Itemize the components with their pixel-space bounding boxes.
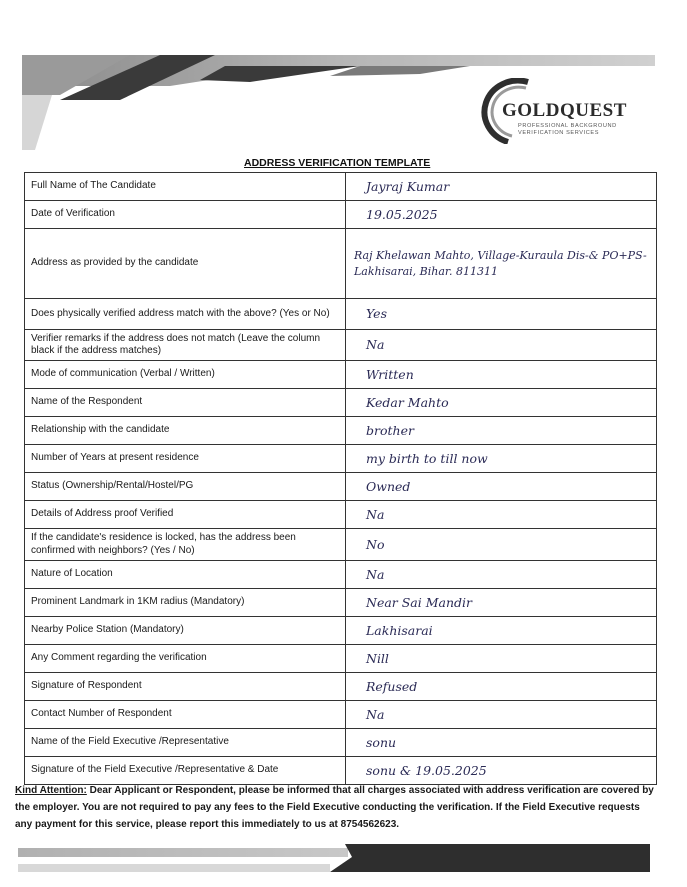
logo-subtitle-1: PROFESSIONAL BACKGROUND [518, 123, 617, 129]
table-row [25, 589, 657, 617]
handwritten-value: Raj Khelawan Mahto, Village-Kuraula Dis-& PO+PS-Lakhisarai, Bihar. 811311 [354, 248, 647, 278]
row-label: Nature of Location [25, 561, 346, 589]
row-label: Number of Years at present residence [25, 445, 346, 473]
row-label: Prominent Landmark in 1KM radius (Mandatory) [25, 589, 346, 617]
table-row [25, 701, 657, 729]
document-title: ADDRESS VERIFICATION TEMPLATE [244, 157, 431, 169]
handwritten-value: 19.05.2025 [366, 206, 438, 222]
table-row [25, 201, 657, 229]
row-value-cell [346, 589, 657, 617]
table-row [25, 473, 657, 501]
handwritten-value: Na [366, 506, 385, 522]
row-label: Does physically verified address match with the above? (Yes or No) [25, 299, 346, 330]
row-label: Status (Ownership/Rental/Hostel/PG [25, 473, 346, 501]
row-value-cell [346, 501, 657, 529]
row-label: Verifier remarks if the address does not match (Leave the column black if the address matches) [25, 330, 346, 361]
row-value-cell [346, 473, 657, 501]
handwritten-value: Near Sai Mandir [366, 594, 472, 610]
handwritten-value: Nill [366, 650, 389, 666]
handwritten-value: Kedar Mahto [366, 394, 449, 410]
row-value-cell [346, 417, 657, 445]
row-value-cell [346, 299, 657, 330]
row-value-cell [346, 229, 657, 299]
handwritten-value: Owned [366, 478, 411, 494]
handwritten-value: Lakhisarai [366, 622, 433, 638]
handwritten-value: Yes [366, 306, 387, 322]
handwritten-value: Refused [366, 678, 418, 694]
notice-heading: Kind Attention: [15, 785, 87, 796]
logo-title: GOLDQUEST [502, 100, 627, 121]
row-value-cell [346, 701, 657, 729]
table-row [25, 617, 657, 645]
row-value-cell [346, 673, 657, 701]
table-row [25, 361, 657, 389]
table-row [25, 501, 657, 529]
table-row [25, 173, 657, 201]
row-label: Any Comment regarding the verification [25, 645, 346, 673]
row-value-cell [346, 617, 657, 645]
handwritten-value: Jayraj Kumar [366, 178, 450, 194]
table-row [25, 330, 657, 361]
row-value-cell [346, 645, 657, 673]
table-row [25, 529, 657, 561]
table-row [25, 229, 657, 299]
handwritten-value: No [366, 536, 385, 552]
logo-subtitle-2: VERIFICATION SERVICES [518, 130, 600, 136]
row-label: Signature of the Field Executive /Representative & Date [25, 757, 346, 785]
row-value-cell [346, 173, 657, 201]
table-row [25, 561, 657, 589]
row-value-cell [346, 389, 657, 417]
row-label: Relationship with the candidate [25, 417, 346, 445]
table-row [25, 673, 657, 701]
row-label: Nearby Police Station (Mandatory) [25, 617, 346, 645]
row-label: Name of the Respondent [25, 389, 346, 417]
handwritten-value: Na [366, 337, 385, 353]
handwritten-value: Na [366, 566, 385, 582]
footer-bar [0, 842, 687, 887]
row-label: Contact Number of Respondent [25, 701, 346, 729]
row-label: Signature of Respondent [25, 673, 346, 701]
goldquest-logo [468, 78, 638, 144]
table-row [25, 389, 657, 417]
row-value-cell [346, 561, 657, 589]
kind-attention-notice [15, 782, 655, 833]
table-row [25, 299, 657, 330]
verification-table [24, 172, 657, 785]
table-row [25, 417, 657, 445]
row-value-cell [346, 729, 657, 757]
row-value-cell [346, 529, 657, 561]
handwritten-value: Na [366, 706, 385, 722]
row-label: Name of the Field Executive /Representative [25, 729, 346, 757]
row-value-cell [346, 757, 657, 785]
row-value-cell [346, 330, 657, 361]
table-row [25, 729, 657, 757]
row-label: Address as provided by the candidate [25, 229, 346, 299]
handwritten-value: brother [366, 422, 414, 438]
row-label: Date of Verification [25, 201, 346, 229]
row-label: If the candidate's residence is locked, has the address been confirmed with neighbors? (Yes / No) [25, 529, 346, 561]
row-label: Full Name of The Candidate [25, 173, 346, 201]
handwritten-value: sonu [366, 734, 397, 750]
handwritten-value: my birth to till now [366, 450, 488, 466]
row-label: Mode of communication (Verbal / Written) [25, 361, 346, 389]
handwritten-value: Written [366, 366, 414, 382]
notice-body: Dear Applicant or Respondent, please be informed that all charges associated with address verification are covered by the employer. You are not required to pay any fees to the Field Executive conducting the verification. If the Field Executive requests any payment for this service, please report this immediately to us at 8754562623. [15, 785, 654, 830]
table-row [25, 645, 657, 673]
row-label: Details of Address proof Verified [25, 501, 346, 529]
table-row [25, 445, 657, 473]
table-row [25, 757, 657, 785]
row-value-cell [346, 201, 657, 229]
handwritten-value: sonu & 19.05.2025 [366, 762, 487, 778]
row-value-cell [346, 445, 657, 473]
row-value-cell [346, 361, 657, 389]
